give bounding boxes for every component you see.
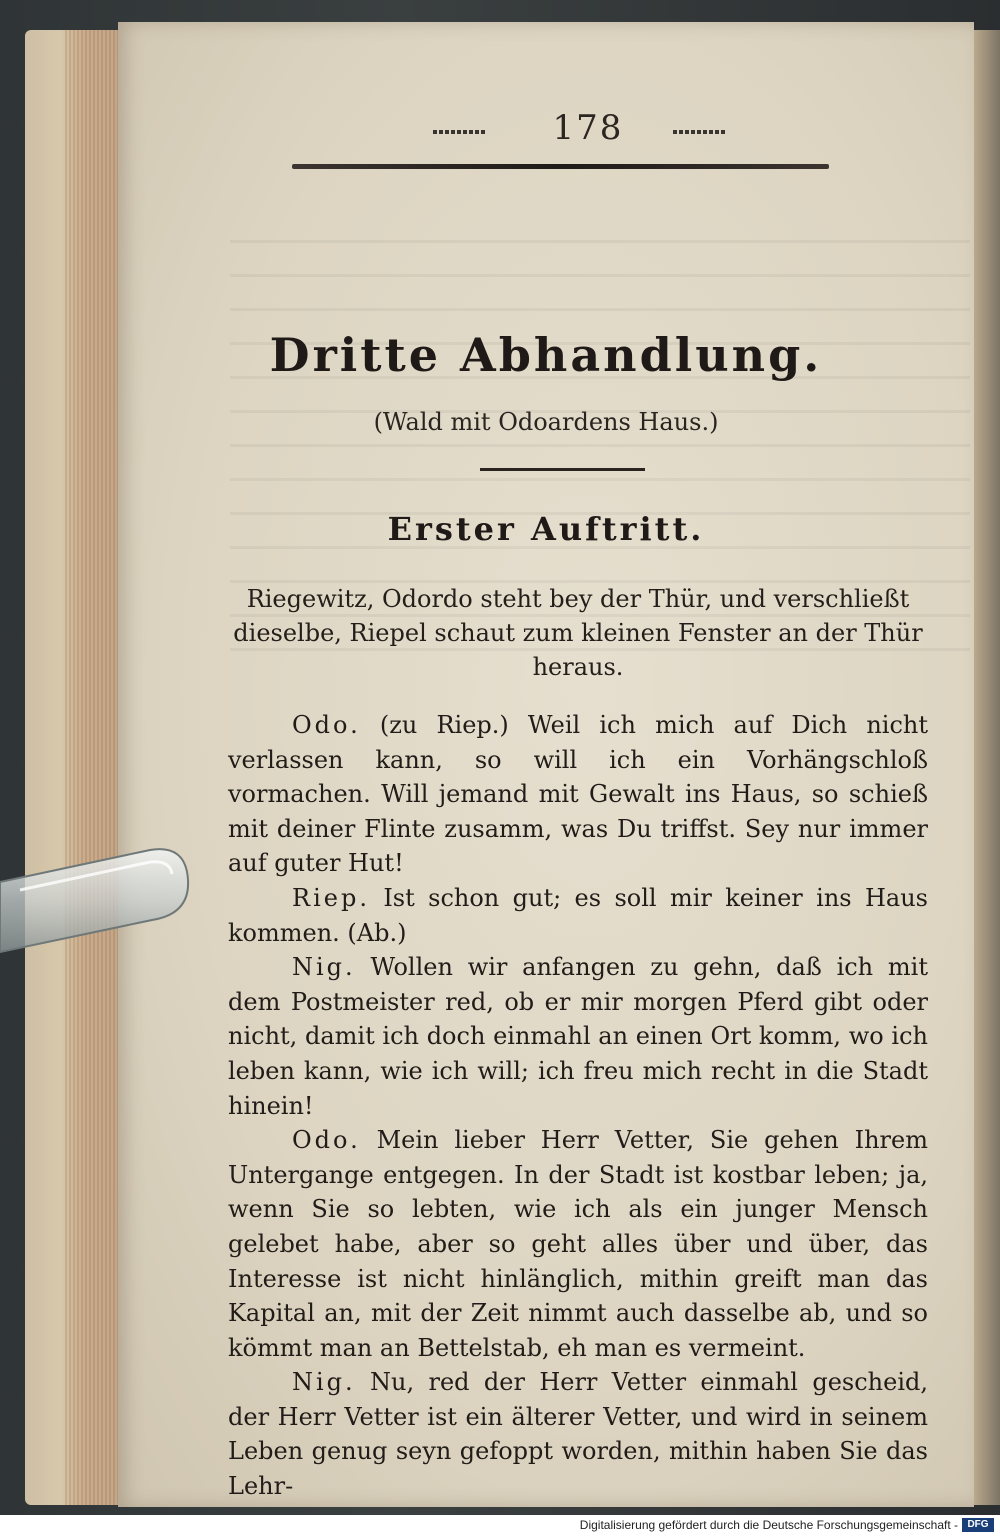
- page-number: 178: [552, 108, 624, 148]
- dialogue-text: Ist schon gut; es soll mir keiner ins Haus kommen. (Ab.): [228, 883, 928, 947]
- dialogue-paragraph: [228, 708, 928, 881]
- dialogue-body: [228, 708, 928, 1504]
- dialogue-paragraph: [228, 1123, 928, 1365]
- chapter-title: Dritte Abhandlung.: [269, 328, 823, 382]
- glass-page-holder: [0, 842, 190, 972]
- speaker-name: Nig.: [292, 953, 356, 982]
- dialogue-text: Mein lieber Herr Vetter, Sie gehen Ihrem Untergange entgegen. In der Stadt ist kostbar leben; ja, wenn Sie so lebten, wie ich als ein junger Mensch gelebet habe, aber so geht alles über und über, das Interesse ist nicht hinlänglich, mithin greift man das Kapital an, mit der Zeit nimmt auch dasselbe ab, und so kömmt man an Bettelstab, eh man es vermeint.: [228, 1126, 928, 1362]
- header-ornament-left: [433, 130, 485, 134]
- speaker-name: Odo.: [292, 1126, 361, 1155]
- book-page-edges: [25, 30, 125, 1505]
- running-header: [118, 108, 974, 158]
- dialogue-text: Wollen wir anfangen zu gehn, daß ich mit dem Postmeister red, ob er mir morgen Pferd gibt oder nicht, damit ich doch einmahl an einen Ort komm, wo ich leben kann, wie ich will; ich freu mich recht in die Stadt hinein!: [228, 953, 928, 1120]
- speaker-name: Riep.: [292, 883, 370, 912]
- book-spine-shadow: [974, 30, 1000, 1505]
- dialogue-paragraph: [228, 1365, 928, 1503]
- header-ornament-right: [673, 130, 725, 134]
- dialogue-text: (zu Riep.) Weil ich mich auf Dich nicht verlassen kann, so will ich ein Vorhängschloß vormachen. Will jemand mit Gewalt ins Haus, so schieß mit deiner Flinte zusamm, was Du triffst. Sey nur immer auf guter Hut!: [228, 711, 928, 878]
- dialogue-text: Nu, red der Herr Vetter einmahl gescheid, der Herr Vetter ist ein älterer Vetter, und wird in seinem Leben genug seyn gefoppt worden, mithin haben Sie das Lehr-: [228, 1368, 928, 1501]
- stage-direction: Riegewitz, Odordo steht bey der Thür, und verschließt dieselbe, Riepel schaut zum kleinen Fenster an der Thür heraus.: [233, 585, 923, 681]
- scene-setting: (Wald mit Odoardens Haus.): [373, 408, 719, 436]
- scene-heading: Erster Auftritt.: [387, 510, 705, 548]
- dialogue-paragraph: [228, 950, 928, 1123]
- footer-bar: [0, 1515, 1000, 1536]
- speaker-name: Odo.: [292, 711, 361, 739]
- digitization-credit: Digitalisierung gefördert durch die Deutsche Forschungsgemeinschaft -: [579, 1518, 958, 1532]
- header-rule: [292, 164, 829, 169]
- section-divider: [480, 468, 645, 471]
- speaker-name: Nig.: [292, 1368, 356, 1397]
- dfg-logo: DFG: [962, 1518, 994, 1532]
- dialogue-paragraph: [228, 881, 928, 950]
